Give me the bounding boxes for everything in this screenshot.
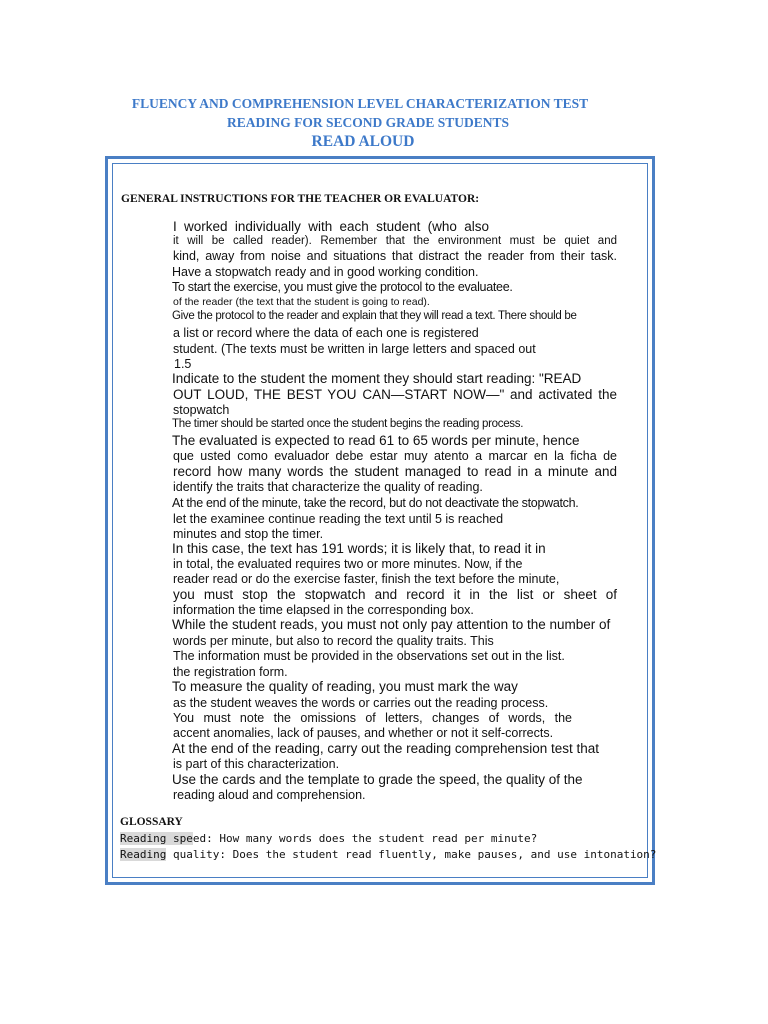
instruction-line: as the student weaves the words or carries out the reading process. — [173, 696, 549, 710]
instruction-line: record how many words the student managed to read in a minute and — [173, 464, 617, 479]
instruction-line: You must note the omissions of letters, changes of words, the — [173, 711, 572, 725]
instruction-line: is part of this characterization. — [173, 757, 340, 771]
glossary-item — [120, 848, 656, 861]
instruction-line: Give the protocol to the reader and explain that they will read a text. There should be — [172, 310, 577, 322]
instruction-line: To start the exercise, you must give the protocol to the evaluatee. — [172, 280, 513, 294]
doc-title-line-2: READING FOR SECOND GRADE STUDENTS — [226, 115, 510, 130]
instruction-line: The timer should be started once the student begins the reading process. — [172, 418, 524, 430]
instruction-line: identify the traits that characterize the quality of reading. — [173, 480, 483, 494]
instruction-line: While the student reads, you must not only pay attention to the number of — [172, 617, 611, 632]
glossary-item — [120, 832, 537, 845]
doc-title-line-1: FLUENCY AND COMPREHENSION LEVEL CHARACTERIZATION TEST — [131, 96, 589, 111]
instruction-line: words per minute, but also to record the quality traits. This — [173, 634, 494, 648]
instruction-line: you must stop the stopwatch and record it in the list or sheet of — [173, 587, 617, 602]
instruction-line: The evaluated is expected to read 61 to 65 words per minute, hence — [172, 433, 580, 448]
instruction-line: of the reader (the text that the student is going to read). — [173, 296, 430, 308]
instruction-line: minutes and stop the timer. — [173, 527, 324, 541]
instruction-line: let the examinee continue reading the text until 5 is reached — [173, 512, 504, 526]
instruction-line: To measure the quality of reading, you must mark the way — [172, 679, 518, 694]
doc-title-line-3: READ ALOUD — [311, 133, 415, 150]
glossary-title: GLOSSARY — [120, 816, 183, 828]
instruction-line: The information must be provided in the observations set out in the list. — [173, 649, 565, 663]
instruction-line: Indicate to the student the moment they should start reading: "READ — [172, 371, 582, 386]
instruction-line: stopwatch — [173, 403, 230, 417]
glossary-definition: quality: Does the student read fluently, make pauses, and use intonation? — [166, 848, 657, 861]
instruction-line: 1.5 — [174, 357, 192, 371]
instructions-title: GENERAL INSTRUCTIONS FOR THE TEACHER OR EVALUATOR: — [121, 193, 480, 205]
instruction-line: reader read or do the exercise faster, finish the text before the minute, — [173, 572, 560, 586]
instruction-line: accent anomalies, lack of pauses, and whether or not it self-corrects. — [173, 726, 554, 740]
instruction-line: it will be called reader). Remember that the environment must be quiet and — [173, 235, 617, 247]
instruction-line: que usted como evaluador debe estar muy atento a marcar en la ficha de — [173, 449, 617, 463]
instruction-line: OUT LOUD, THE BEST YOU CAN—START NOW—" and activated the — [173, 387, 617, 402]
glossary-definition: ed: How many words does the student read per minute? — [192, 832, 538, 845]
instruction-line: information the time elapsed in the corresponding box. — [173, 603, 474, 617]
glossary-term-highlight: Reading — [120, 848, 167, 861]
instruction-line: in total, the evaluated requires two or more minutes. Now, if the — [173, 557, 523, 571]
instruction-line: a list or record where the data of each one is registered — [173, 326, 479, 340]
instruction-line: At the end of the minute, take the record, but do not deactivate the stopwatch. — [172, 496, 579, 510]
instruction-line: kind, away from noise and situations that distract the reader from their task. — [173, 249, 617, 263]
instruction-line: reading aloud and comprehension. — [173, 788, 366, 802]
instruction-line: At the end of the reading, carry out the reading comprehension test that — [172, 741, 600, 756]
instruction-line: I worked individually with each student (who also — [173, 219, 489, 234]
instruction-line: student. (The texts must be written in large letters and spaced out — [173, 342, 536, 356]
instruction-line: the registration form. — [173, 665, 288, 679]
instruction-line: In this case, the text has 191 words; it is likely that, to read it in — [172, 541, 546, 556]
instruction-line: Use the cards and the template to grade the speed, the quality of the — [172, 772, 583, 787]
instruction-line: Have a stopwatch ready and in good working condition. — [172, 265, 479, 279]
glossary-term-highlight: Reading spe — [120, 832, 193, 845]
